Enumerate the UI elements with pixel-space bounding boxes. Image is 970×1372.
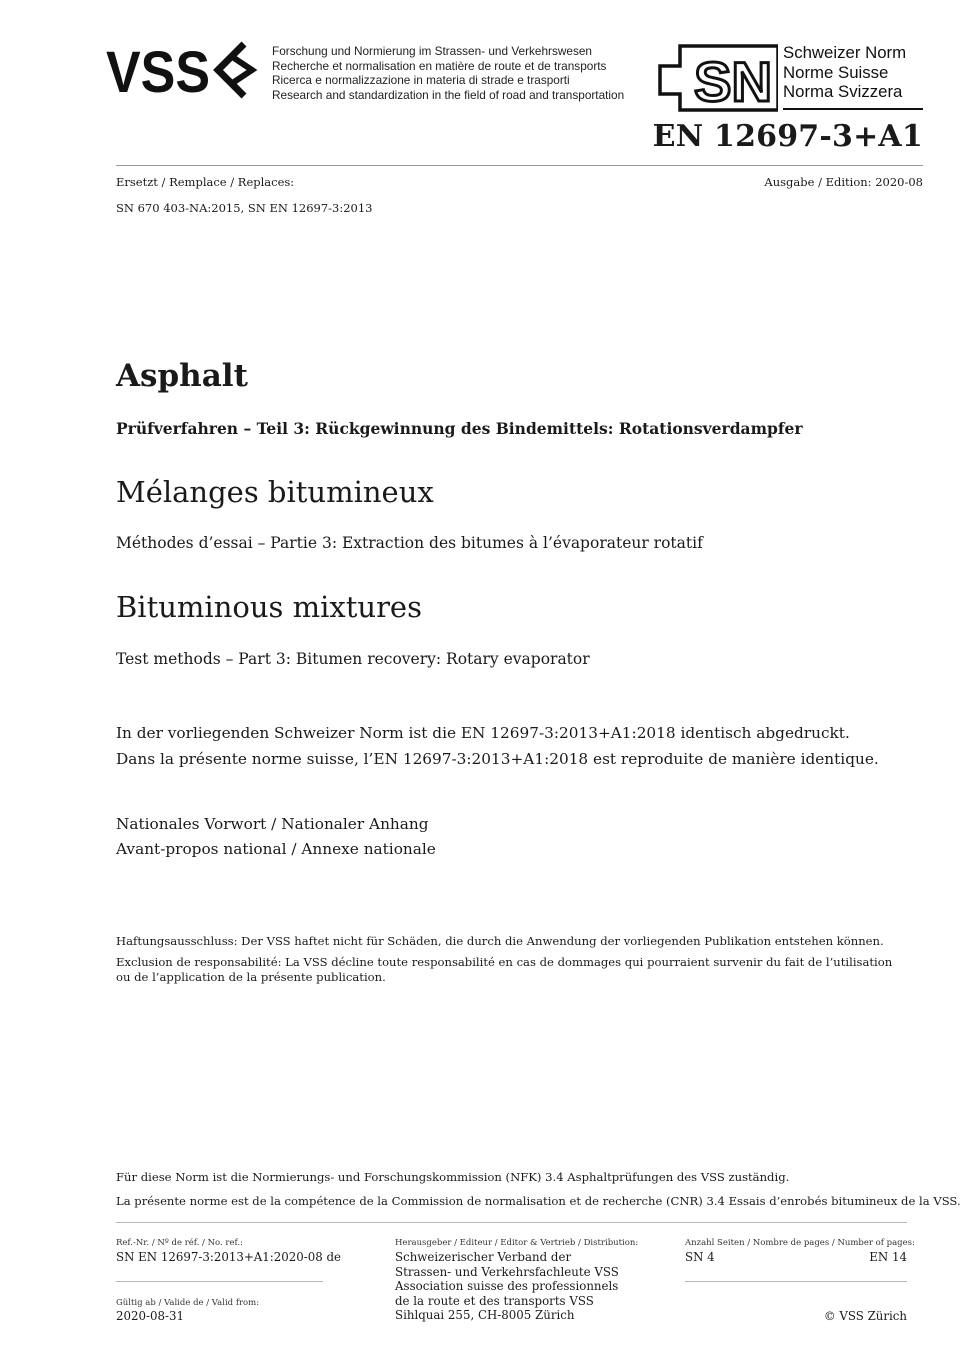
subtitle-de: Prüfverfahren – Teil 3: Rückgewinnung des Bindemittels: Rotationsverdampfer	[116, 419, 803, 438]
valid-from-value: 2020-08-31	[116, 1309, 185, 1323]
sn-underline	[783, 108, 923, 110]
title-de: Asphalt	[116, 358, 248, 394]
replaces-label: Ersetzt / Remplace / Replaces:	[116, 175, 295, 189]
disclaimer-de: Haftungsausschluss: Der VSS haftet nicht für Schäden, die durch die Anwendung der vorliegenden Publikation entstehen können.	[116, 934, 884, 948]
sn-name-it: Norma Svizzera	[783, 82, 903, 101]
tagline-fr: Recherche et normalisation en matière de route et de transports	[272, 58, 607, 73]
ref-label: Ref.-Nr. / Nº de réf. / No. ref.:	[116, 1238, 243, 1248]
sn-name-de: Schweizer Norm	[783, 43, 907, 62]
publisher-line: de la route et des transports VSS	[395, 1293, 594, 1308]
sn-logo-text: SN	[694, 50, 772, 112]
standard-number: EN 12697-3+A1	[652, 119, 923, 154]
sn-names	[783, 43, 906, 102]
sn-name-fr: Norme Suisse	[783, 62, 889, 82]
subtitle-en: Test methods – Part 3: Bitumen recovery: Rotary evaporator	[116, 650, 590, 668]
publisher-address	[395, 1250, 619, 1323]
ref-divider	[116, 1281, 323, 1282]
responsibility-de: Für diese Norm ist die Normierungs- und Forschungskommission (NFK) 3.4 Asphaltprüfungen des VSS zuständig.	[116, 1170, 790, 1184]
title-fr: Mélanges bitumineux	[116, 475, 434, 509]
vss-chevron-icon	[218, 44, 244, 96]
top-divider	[116, 165, 923, 166]
publisher-line: Sihlquai 255, CH-8005 Zürich	[395, 1308, 575, 1323]
national-foreword-fr: Avant-propos national / Annexe nationale	[116, 840, 436, 858]
publisher-line: Association suisse des professionnels	[395, 1279, 619, 1294]
vss-chevron-icon-inner	[234, 58, 252, 82]
copyright: © VSS Zürich	[823, 1309, 907, 1323]
identical-statement-de: In der vorliegenden Schweizer Norm ist die EN 12697-3:2013+A1:2018 identisch abgedruckt.	[116, 724, 850, 742]
replaces-value: SN 670 403-NA:2015, SN EN 12697-3:2013	[116, 201, 373, 215]
disclaimer-fr-line2: ou de l’application de la présente publication.	[116, 970, 386, 984]
pages-label: Anzahl Seiten / Nombre de pages / Number of pages:	[685, 1238, 915, 1248]
tagline-de: Forschung und Normierung im Strassen- und Verkehrswesen	[272, 44, 592, 58]
sn-cross-logo	[656, 44, 778, 112]
ref-value: SN EN 12697-3:2013+A1:2020-08 de	[116, 1250, 342, 1264]
national-foreword-de: Nationales Vorwort / Nationaler Anhang	[116, 815, 429, 833]
tagline-en: Research and standardization in the field of road and transportation	[272, 87, 625, 102]
title-en: Bituminous mixtures	[116, 590, 422, 624]
publisher-line: Strassen- und Verkehrsfachleute VSS	[395, 1264, 619, 1279]
responsibility-fr: La présente norme est de la compétence de la Commission de normalisation et de recherche (CNR) 3.4 Essais d’enrobés bitumineux de la VSS.	[116, 1194, 961, 1208]
valid-from-label: Gültig ab / Valide de / Valid from:	[116, 1298, 260, 1308]
publisher-label: Herausgeber / Editeur / Editor & Vertrieb / Distribution:	[395, 1238, 639, 1248]
identical-statement-fr: Dans la présente norme suisse, l’EN 12697-3:2013+A1:2018 est reproduite de manière identique.	[116, 750, 879, 768]
vss-tagline	[272, 44, 624, 102]
footer-divider	[116, 1222, 907, 1223]
edition: Ausgabe / Edition: 2020-08	[764, 175, 923, 189]
vss-logo-text: VSS	[106, 40, 210, 100]
tagline-it: Ricerca e normalizzazione in materia di strade e trasporti	[272, 73, 570, 88]
pages-divider	[685, 1281, 907, 1282]
pages-sn: SN 4	[685, 1250, 715, 1264]
pages-en: EN 14	[869, 1250, 907, 1264]
subtitle-fr: Méthodes d’essai – Partie 3: Extraction des bitumes à l’évaporateur rotatif	[116, 534, 703, 552]
vss-logo	[106, 40, 266, 100]
disclaimer-fr-line1: Exclusion de responsabilité: La VSS décline toute responsabilité en cas de dommages qui pourraient survenir du fait de l’utilisation	[116, 955, 893, 969]
publisher-line: Schweizerischer Verband der	[395, 1250, 572, 1264]
